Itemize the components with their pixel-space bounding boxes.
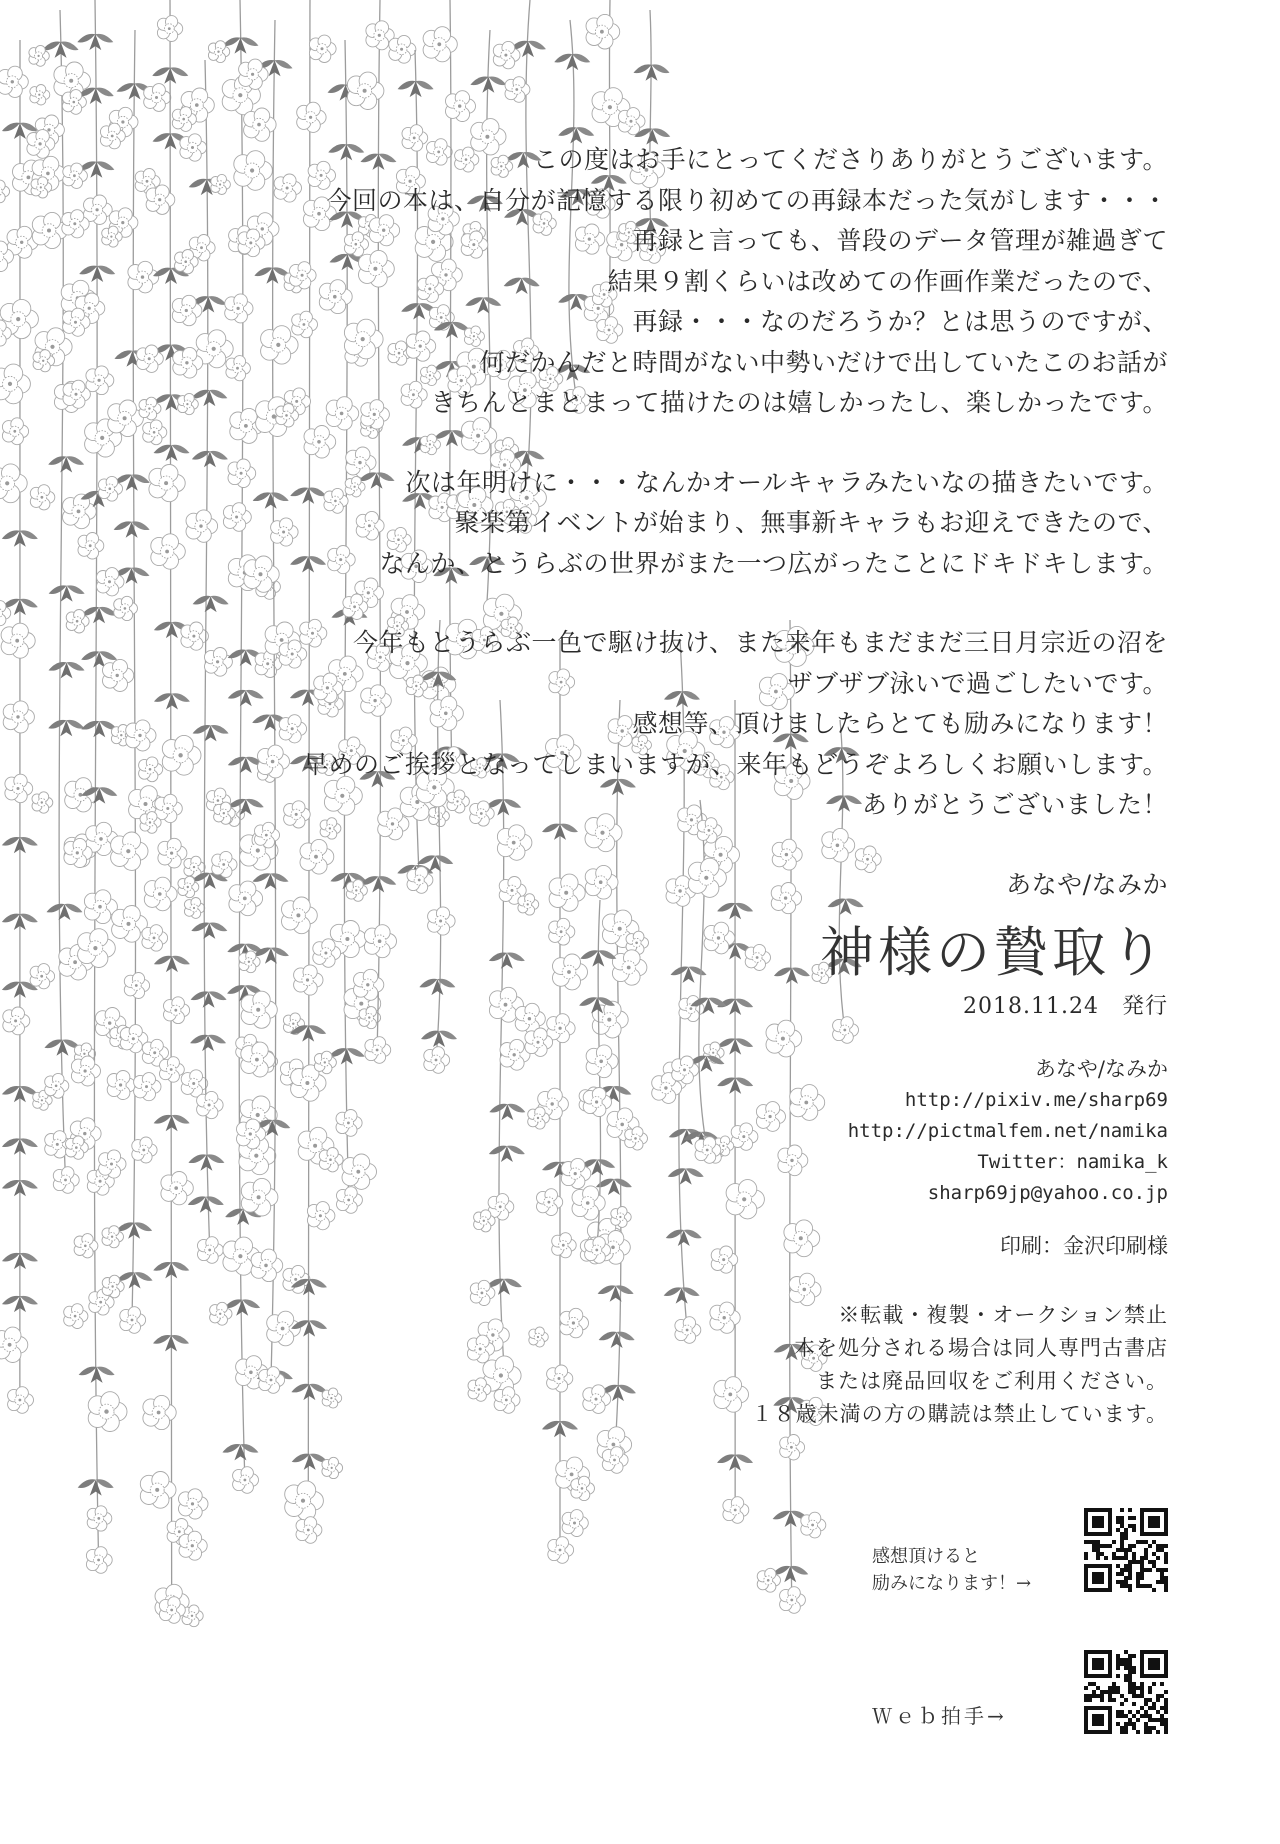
- blossom-flower: [612, 950, 646, 985]
- blossom-flower: [128, 261, 159, 293]
- message-line: 再録・・・なのだろうか？とは思うのですが、: [632, 307, 1168, 336]
- blossom-flower: [723, 1497, 749, 1524]
- printer-credit: 印刷：金沢印刷様: [1000, 1234, 1168, 1258]
- blossom-leaves: [154, 956, 190, 972]
- blossom-flower: [552, 1233, 577, 1258]
- blossom-flower: [548, 1537, 574, 1564]
- blossom-leaves: [193, 725, 229, 741]
- blossom-flower: [322, 1457, 343, 1478]
- pixiv-url[interactable]: http://pixiv.me/sharp69: [904, 1089, 1168, 1111]
- email-address[interactable]: sharp69jp@yahoo.co.jp: [927, 1182, 1168, 1204]
- blossom-flower: [212, 851, 237, 877]
- blossom-flower: [0, 464, 27, 503]
- issue-date: 2018.11.24 発行: [963, 994, 1168, 1019]
- blossom-flower: [714, 1377, 749, 1413]
- blossom-strand: [97, 30, 171, 1333]
- blossom-leaves: [470, 76, 506, 92]
- blossom-leaves: [154, 445, 190, 461]
- blossom-flower: [186, 510, 218, 542]
- blossom-strand: [237, 20, 311, 1393]
- message-line: きちんとまとまって描けたのは嬉しかったし、楽しかったです。: [430, 388, 1168, 417]
- web-clap-qr-code[interactable]: [1084, 1650, 1168, 1734]
- blossom-flower: [157, 16, 182, 42]
- blossom-leaves: [79, 1367, 115, 1383]
- blossom-flower: [3, 1007, 30, 1035]
- blossom-flower: [198, 1237, 224, 1264]
- notice-line: または廃品回収をご利用ください。: [816, 1369, 1168, 1393]
- blossom-leaves: [489, 1104, 525, 1120]
- notice-line: １８歳未満の方の購読は禁止しています。: [751, 1402, 1168, 1426]
- blossom-flower: [78, 929, 116, 968]
- blossom-flower: [99, 1150, 126, 1178]
- book-title: 神様の贄取り: [820, 921, 1168, 984]
- message-line: 早めのご挨拶となってしまいますが、来年もどうぞよろしくお願いします。: [302, 749, 1168, 779]
- blossom-flower: [132, 1137, 157, 1163]
- blossom-flower: [143, 420, 167, 445]
- blossom-flower: [336, 1110, 362, 1137]
- blossom-leaves: [114, 521, 150, 537]
- blossom-flower: [223, 503, 251, 532]
- blossom-flower: [8, 1387, 34, 1414]
- blossom-flower: [65, 778, 98, 812]
- blossom-flower: [428, 907, 456, 935]
- blossom-leaves: [46, 904, 82, 920]
- colophon: [752, 922, 1168, 1431]
- blossom-flower: [571, 1476, 595, 1500]
- blossom-flower: [547, 1365, 573, 1392]
- blossom-flower: [139, 757, 163, 782]
- blossom-flower: [126, 720, 156, 751]
- blossom-flower: [424, 1047, 450, 1074]
- blossom-flower: [801, 1512, 826, 1538]
- blossom-flower: [124, 973, 149, 999]
- message-line: 今年もとうらぶ一色で駆け抜け、また来年もまだまだ三日月宗近の沼を: [352, 628, 1168, 657]
- blossom-flower: [0, 1327, 28, 1362]
- message-line: この度はお手にとってくださりありがとうございます。: [532, 145, 1168, 174]
- blossom-flower: [120, 1307, 146, 1334]
- message-paragraph-2: [303, 463, 1168, 585]
- blossom-flower: [423, 27, 457, 62]
- blossom-leaves: [489, 952, 525, 968]
- website-url[interactable]: http://pictmalfem.net/namika: [847, 1120, 1168, 1142]
- blossom-flower: [389, 35, 416, 63]
- message-line: 何だかんだと時間がない中勢いだけで出していたこのお話が: [479, 347, 1168, 377]
- blossom-flower: [241, 1178, 278, 1216]
- message-line: なんか、とうらぶの世界がまた一つ広がったことにドキドキします。: [379, 548, 1168, 578]
- blossom-flower: [162, 735, 201, 775]
- blossom-flower: [64, 1304, 88, 1329]
- blossom-flower: [285, 1481, 324, 1521]
- blossom-leaves: [596, 1179, 632, 1195]
- blossom-flower: [364, 925, 396, 958]
- blossom-leaves: [188, 1154, 224, 1170]
- blossom-flower: [180, 134, 207, 161]
- message-line: 聚楽第イベントが始まり、無事新キャラもお迎えできたので、: [454, 508, 1168, 537]
- message-line: ザブザブ泳いで過ごしたいです。: [787, 668, 1168, 698]
- blossom-flower: [179, 1531, 207, 1560]
- blossom-flower: [149, 465, 185, 502]
- blossom-flower: [780, 1587, 806, 1614]
- blossom-flower: [5, 774, 33, 803]
- blossom-flower: [294, 965, 323, 995]
- blossom-flower: [211, 174, 231, 194]
- blossom-flower: [0, 66, 28, 97]
- blossom-leaves: [228, 690, 264, 706]
- blossom-flower: [78, 533, 104, 560]
- blossom-flower: [271, 518, 299, 546]
- blossom-flower: [494, 1387, 520, 1414]
- blossom-strand: [27, 10, 98, 1193]
- blossom-leaves: [421, 1031, 457, 1047]
- blossom-flower: [205, 648, 233, 677]
- notice-line: ※転載・複製・オークション禁止: [838, 1303, 1168, 1327]
- blossom-flower: [107, 1071, 135, 1100]
- blossom-flower: [88, 1392, 127, 1432]
- blossom-flower: [140, 1472, 176, 1509]
- blossom-leaves: [191, 923, 227, 939]
- blossom-leaves: [222, 1444, 258, 1460]
- blossom-leaves: [668, 1168, 704, 1184]
- blossom-flower: [0, 180, 10, 203]
- blossom-leaves: [48, 720, 84, 736]
- blossom-flower: [337, 1187, 363, 1214]
- blossom-flower: [537, 1189, 563, 1216]
- blossom-flower: [549, 918, 575, 945]
- blossom-flower: [30, 85, 50, 105]
- blossom-flower: [86, 366, 114, 395]
- blossom-flower: [274, 174, 301, 202]
- blossom-leaves: [192, 451, 228, 467]
- blossom-flower: [244, 108, 277, 141]
- blossom-flower: [179, 1489, 208, 1519]
- blossom-flower: [241, 991, 277, 1028]
- blossom-flower: [228, 459, 256, 487]
- author-name: あなや/なみか: [1034, 1057, 1168, 1081]
- blossom-flower: [30, 485, 54, 510]
- blossom-flower: [296, 1517, 322, 1544]
- blossom-leaves: [253, 492, 289, 508]
- blossom-flower: [365, 1037, 391, 1064]
- message-line: 再録と言っても、普段のデータ管理が雑過ぎて: [632, 226, 1168, 255]
- message-paragraph-3: [303, 623, 1168, 826]
- blossom-flower: [611, 1207, 631, 1228]
- blossom-flower: [234, 151, 273, 191]
- blossom-flower: [3, 701, 34, 733]
- blossom-leaves: [191, 991, 227, 1007]
- message-line: ありがとうございました！: [861, 790, 1168, 819]
- blossom-leaves: [489, 1146, 525, 1162]
- blossom-flower: [560, 1308, 589, 1338]
- blossom-flower: [226, 356, 251, 381]
- blossom-flower: [229, 881, 263, 916]
- blossom-flower: [319, 1148, 343, 1172]
- afterword-message: [303, 140, 1168, 905]
- contact-info: [752, 1054, 1168, 1209]
- blossom-leaves: [154, 693, 190, 709]
- blossom-flower: [87, 1506, 112, 1531]
- blossom-flower: [529, 1327, 549, 1347]
- blossom-flower: [181, 622, 209, 650]
- blossom-flower: [259, 1367, 285, 1394]
- blossom-leaves: [49, 585, 85, 601]
- feedback-caption-line-1: 感想頂けると: [872, 1546, 980, 1567]
- blossom-flower: [103, 659, 134, 691]
- blossom-flower: [134, 1073, 161, 1101]
- legal-notices: [752, 1299, 1168, 1431]
- message-line: 感想等、頂けましたらとても励みになります！: [632, 709, 1168, 738]
- blossom-leaves: [78, 1479, 114, 1495]
- blossom-flower: [258, 745, 290, 778]
- blossom-leaves: [664, 1287, 700, 1303]
- feedback-qr-caption: [872, 1543, 1031, 1597]
- blossom-flower: [45, 1073, 69, 1098]
- blossom-flower: [675, 1317, 701, 1344]
- blossom-flower: [625, 1127, 648, 1150]
- blossom-flower: [225, 294, 253, 323]
- message-line: 結果９割くらいは改めての作画作業だったので、: [607, 266, 1168, 296]
- blossom-flower: [711, 1246, 738, 1273]
- blossom-leaves: [666, 1230, 702, 1246]
- blossom-flower: [251, 1249, 283, 1282]
- blossom-leaves: [554, 54, 590, 70]
- blossom-leaves: [291, 1384, 327, 1400]
- blossom-leaves: [48, 456, 84, 472]
- blossom-flower: [309, 35, 336, 62]
- blossom-leaves: [599, 1332, 635, 1348]
- blossom-leaves: [193, 596, 229, 612]
- blossom-leaves: [188, 1196, 224, 1212]
- blossom-leaves: [598, 1285, 634, 1301]
- blossom-flower: [307, 1202, 335, 1230]
- blossom-flower: [86, 1547, 112, 1574]
- message-paragraph-1: [303, 140, 1168, 424]
- blossom-flower: [160, 1057, 185, 1083]
- blossom-flower: [586, 14, 620, 49]
- blossom-leaves: [253, 873, 289, 889]
- blossom-flower: [108, 400, 144, 437]
- message-signature: あなや/なみか: [1006, 869, 1168, 899]
- blossom-flower: [197, 1091, 224, 1118]
- notice-line: 本を処分される場合は同人専門古書店: [794, 1336, 1168, 1360]
- blossom-flower: [158, 838, 187, 868]
- blossom-flower: [151, 534, 186, 569]
- blossom-flower: [562, 1510, 588, 1537]
- blossom-leaves: [49, 662, 85, 678]
- message-line: 次は年明けに・・・なんかオールキャラみたいなの描きたいです。: [405, 467, 1168, 497]
- blossom-flower: [164, 997, 190, 1024]
- blossom-flower: [111, 832, 148, 870]
- blossom-flower: [233, 1467, 259, 1494]
- blossom-flower: [586, 1045, 618, 1078]
- feedback-caption-line-2: 励みになります！→: [872, 1573, 1032, 1594]
- twitter-handle: Twitter：namika_k: [977, 1151, 1168, 1173]
- blossom-flower: [553, 954, 588, 990]
- blossom-flower: [144, 877, 177, 911]
- blossom-flower: [71, 1056, 100, 1086]
- blossom-flower: [704, 922, 735, 954]
- blossom-flower: [2, 418, 28, 445]
- blossom-flower: [144, 84, 171, 112]
- blossom-flower: [32, 792, 53, 813]
- message-line: 今回の本は、自分が記憶する限り初めての再録本だった気がします・・・: [326, 185, 1168, 215]
- blossom-flower: [181, 1070, 208, 1097]
- blossom-flower: [446, 91, 476, 122]
- blossom-flower: [53, 1167, 79, 1194]
- feedback-qr-code[interactable]: [1084, 1508, 1168, 1592]
- blossom-flower: [30, 964, 54, 989]
- blossom-leaves: [419, 979, 455, 995]
- blossom-flower: [112, 906, 148, 943]
- blossom-flower: [1, 623, 35, 658]
- blossom-flower: [142, 925, 168, 951]
- blossom-leaves: [190, 1035, 226, 1051]
- blossom-flower: [161, 1172, 193, 1205]
- blossom-flower: [63, 494, 97, 529]
- blossom-flower: [780, 1435, 805, 1461]
- blossom-flower: [0, 364, 30, 404]
- blossom-flower: [322, 1388, 342, 1408]
- blossom-flower: [184, 898, 204, 919]
- web-clap-qr-caption: Ｗｅｂ拍手→: [872, 1704, 1007, 1728]
- blossom-flower: [297, 102, 326, 132]
- blossom-flower: [342, 1154, 377, 1189]
